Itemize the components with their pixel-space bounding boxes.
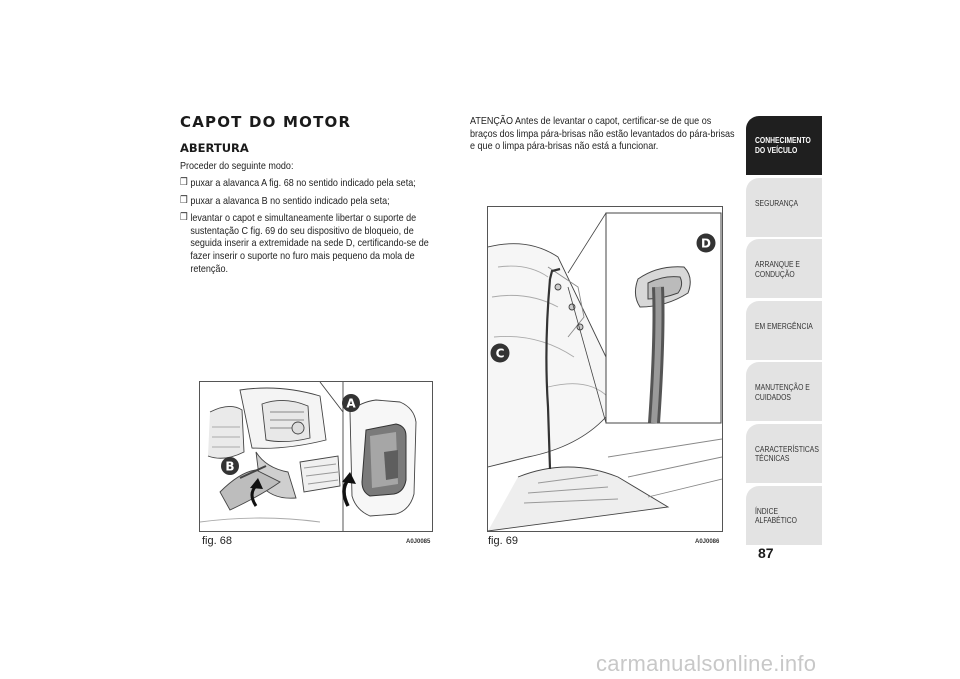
- tab-conhecimento-do-veiculo[interactable]: CONHECIMENTO DO VEÍCULO: [746, 116, 822, 175]
- page-number: 87: [758, 545, 774, 561]
- checkbox-bullet-icon: ❒: [180, 194, 188, 206]
- hood-support-illustration: [488, 207, 722, 531]
- figure-69-illustration: [487, 206, 723, 532]
- tab-seguranca[interactable]: SEGURANÇA: [746, 178, 822, 237]
- checkbox-bullet-icon: ❒: [180, 177, 188, 188]
- figure-68-code: A0J0085: [406, 539, 431, 545]
- tab-caracteristicas-tecnicas[interactable]: CARACTERÍSTICAS TÉCNICAS: [746, 424, 822, 483]
- tab-manutencao-e-cuidados[interactable]: MANUTENÇÃO E CUIDADOS: [746, 362, 822, 421]
- steps-list: [180, 177, 438, 280]
- list-item: ❒ puxar a alavanca A fig. 68 no sentido indicado pela seta;: [180, 177, 416, 189]
- tab-em-emergencia[interactable]: EM EMERGÊNCIA: [746, 301, 822, 360]
- callout-label-c: C: [495, 346, 505, 361]
- list-item: ❒ puxar a alavanca B no sentido indicado pela seta;: [180, 194, 390, 207]
- list-item: ❒ levantar o capot e simultaneamente libertar o suporte de sustentação C fig. 69 do seu dispositivo de bloqueio, de seguida inserir a extremidade na sede D, certificando-se de fazer inserir o suporte no furo mais pequeno da mola de retenção.: [180, 212, 429, 275]
- tab-indice-alfabetico[interactable]: ÍNDICE ALFABÉTICO: [746, 486, 822, 545]
- warning-text: ATENÇÃO Antes de levantar o capot, certificar-se de que os braços dos limpa pára-brisas não estão levantados do pára-brisas e que o limpa pára-brisas não está a funcionar.: [470, 115, 735, 153]
- watermark: carmanualsonline.info: [596, 651, 817, 676]
- figure-68-caption: fig. 68: [202, 535, 232, 547]
- subsection-heading: ABERTURA: [180, 141, 249, 155]
- figure-69-code: A0J0086: [695, 539, 720, 545]
- tab-arranque-e-conducao[interactable]: ARRANQUE E CONDUÇÃO: [746, 239, 822, 298]
- figure-69-caption: fig. 69: [488, 535, 518, 547]
- section-heading: CAPOT DO MOTOR: [180, 113, 352, 131]
- callout-label-d: D: [701, 236, 711, 251]
- figure-68-illustration: [199, 381, 433, 532]
- callout-label-b: B: [225, 459, 235, 474]
- chapter-tabs: [746, 116, 822, 547]
- callout-label-a: A: [346, 396, 356, 411]
- intro-text: Proceder do seguinte modo:: [180, 160, 294, 172]
- checkbox-bullet-icon: ❒: [180, 212, 188, 224]
- hood-lever-illustration: [200, 382, 432, 531]
